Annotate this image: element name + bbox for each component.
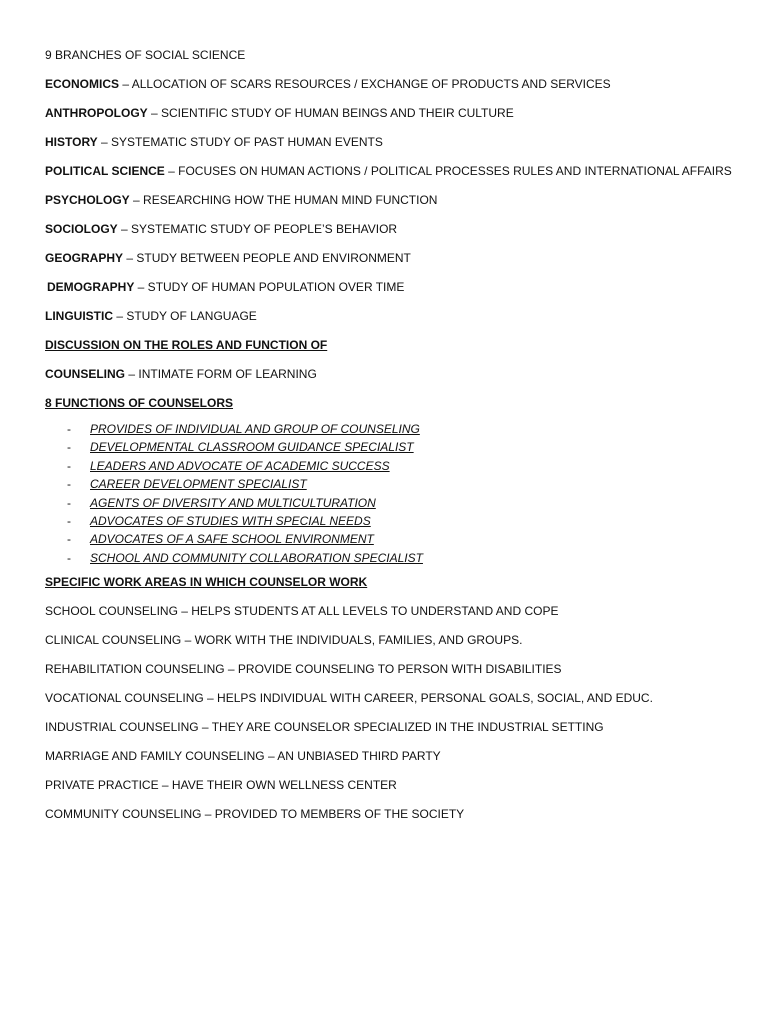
bullet-dash: - [67, 422, 71, 436]
list-item [45, 440, 745, 458]
work-areas-heading: SPECIFIC WORK AREAS IN WHICH COUNSELOR WORK [45, 575, 368, 590]
list-item [45, 459, 745, 477]
work-area-line: REHABILITATION COUNSELING – PROVIDE COUNSELING TO PERSON WITH DISABILITIES [45, 662, 562, 677]
function-text: LEADERS AND ADVOCATE OF ACADEMIC SUCCESS [90, 458, 390, 473]
branch-demography [45, 280, 745, 309]
branch-linguistic [45, 309, 745, 338]
bullet-dash: - [67, 550, 71, 565]
branch-term: ECONOMICS [45, 77, 120, 91]
branch-definition: – SCIENTIFIC STUDY OF HUMAN BEINGS AND THEIR CULTURE [147, 106, 514, 120]
counseling-term: COUNSELING [45, 367, 126, 381]
branch-anthropology [45, 106, 745, 135]
branch-definition: – RESEARCHING HOW THE HUMAN MIND FUNCTION [129, 193, 438, 207]
branch-economics [45, 77, 745, 106]
function-text: ADVOCATES OF A SAFE SCHOOL ENVIRONMENT [90, 532, 374, 547]
bullet-dash: - [67, 513, 71, 528]
function-text: PROVIDES OF INDIVIDUAL AND GROUP OF COUNSELING [90, 422, 420, 436]
branch-term: ANTHROPOLOGY [45, 106, 148, 120]
work-area-line: COMMUNITY COUNSELING – PROVIDED TO MEMBERS OF THE SOCIETY [45, 807, 465, 822]
list-item [45, 477, 745, 495]
document-title: 9 BRANCHES OF SOCIAL SCIENCE [45, 48, 246, 62]
branch-geography [45, 251, 745, 280]
list-item [45, 422, 745, 440]
branch-term: SOCIOLOGY [45, 222, 118, 236]
function-text: DEVELOPMENTAL CLASSROOM GUIDANCE SPECIALIST [90, 440, 414, 455]
branch-definition: – FOCUSES ON HUMAN ACTIONS / POLITICAL PROCESSES RULES AND INTERNATIONAL AFFAIRS [164, 164, 732, 178]
discussion-heading: DISCUSSION ON THE ROLES AND FUNCTION OF [45, 338, 328, 352]
bullet-dash: - [67, 495, 71, 510]
counseling-definition: – INTIMATE FORM OF LEARNING [125, 367, 317, 381]
branch-term: PSYCHOLOGY [45, 193, 130, 207]
branch-definition: – SYSTEMATIC STUDY OF PAST HUMAN EVENTS [97, 135, 383, 149]
branch-definition: – STUDY BETWEEN PEOPLE AND ENVIRONMENT [123, 251, 411, 265]
counseling-definition-line [45, 367, 745, 396]
branch-definition: – ALLOCATION OF SCARS RESOURCES / EXCHANGE OF PRODUCTS AND SERVICES [119, 77, 611, 91]
work-area-line: SCHOOL COUNSELING – HELPS STUDENTS AT ALL LEVELS TO UNDERSTAND AND COPE [45, 604, 559, 619]
function-text: CAREER DEVELOPMENT SPECIALIST [90, 477, 307, 492]
branch-term: POLITICAL SCIENCE [45, 164, 165, 178]
list-item [45, 496, 745, 514]
branch-term: HISTORY [45, 135, 98, 149]
branch-definition: – SYSTEMATIC STUDY OF PEOPLE’S BEHAVIOR [117, 222, 398, 236]
function-text: ADVOCATES OF STUDIES WITH SPECIAL NEEDS [90, 513, 371, 528]
work-area-line: CLINICAL COUNSELING – WORK WITH THE INDIVIDUALS, FAMILIES, AND GROUPS. [45, 633, 523, 648]
bullet-dash: - [67, 440, 71, 455]
list-item [45, 514, 745, 532]
functions-list [45, 422, 745, 569]
branch-term: GEOGRAPHY [45, 251, 124, 265]
work-area-line: MARRIAGE AND FAMILY COUNSELING – AN UNBIASED THIRD PARTY [45, 749, 441, 764]
function-text: AGENTS OF DIVERSITY AND MULTICULTURATION [90, 495, 376, 510]
list-item [45, 551, 745, 569]
branch-term: DEMOGRAPHY [47, 280, 135, 294]
branch-definition: – STUDY OF HUMAN POPULATION OVER TIME [134, 280, 405, 294]
function-text: SCHOOL AND COMMUNITY COLLABORATION SPECIALIST [90, 550, 423, 565]
bullet-dash: - [67, 532, 71, 547]
work-area-line: INDUSTRIAL COUNSELING – THEY ARE COUNSELOR SPECIALIZED IN THE INDUSTRIAL SETTING [45, 720, 604, 735]
work-area-line: PRIVATE PRACTICE – HAVE THEIR OWN WELLNESS CENTER [45, 778, 397, 793]
bullet-dash: - [67, 477, 71, 492]
branch-psychology [45, 193, 745, 222]
branch-term: LINGUISTIC [45, 309, 113, 323]
branch-sociology [45, 222, 745, 251]
branch-history [45, 135, 745, 164]
bullet-dash: - [67, 458, 71, 473]
functions-heading: 8 FUNCTIONS OF COUNSELORS [45, 396, 234, 410]
document-page [45, 48, 745, 836]
branch-political-science [45, 164, 745, 193]
branch-definition: – STUDY OF LANGUAGE [113, 309, 257, 323]
work-area-line: VOCATIONAL COUNSELING – HELPS INDIVIDUAL WITH CAREER, PERSONAL GOALS, SOCIAL, AND EDUC. [45, 691, 653, 706]
list-item [45, 532, 745, 550]
